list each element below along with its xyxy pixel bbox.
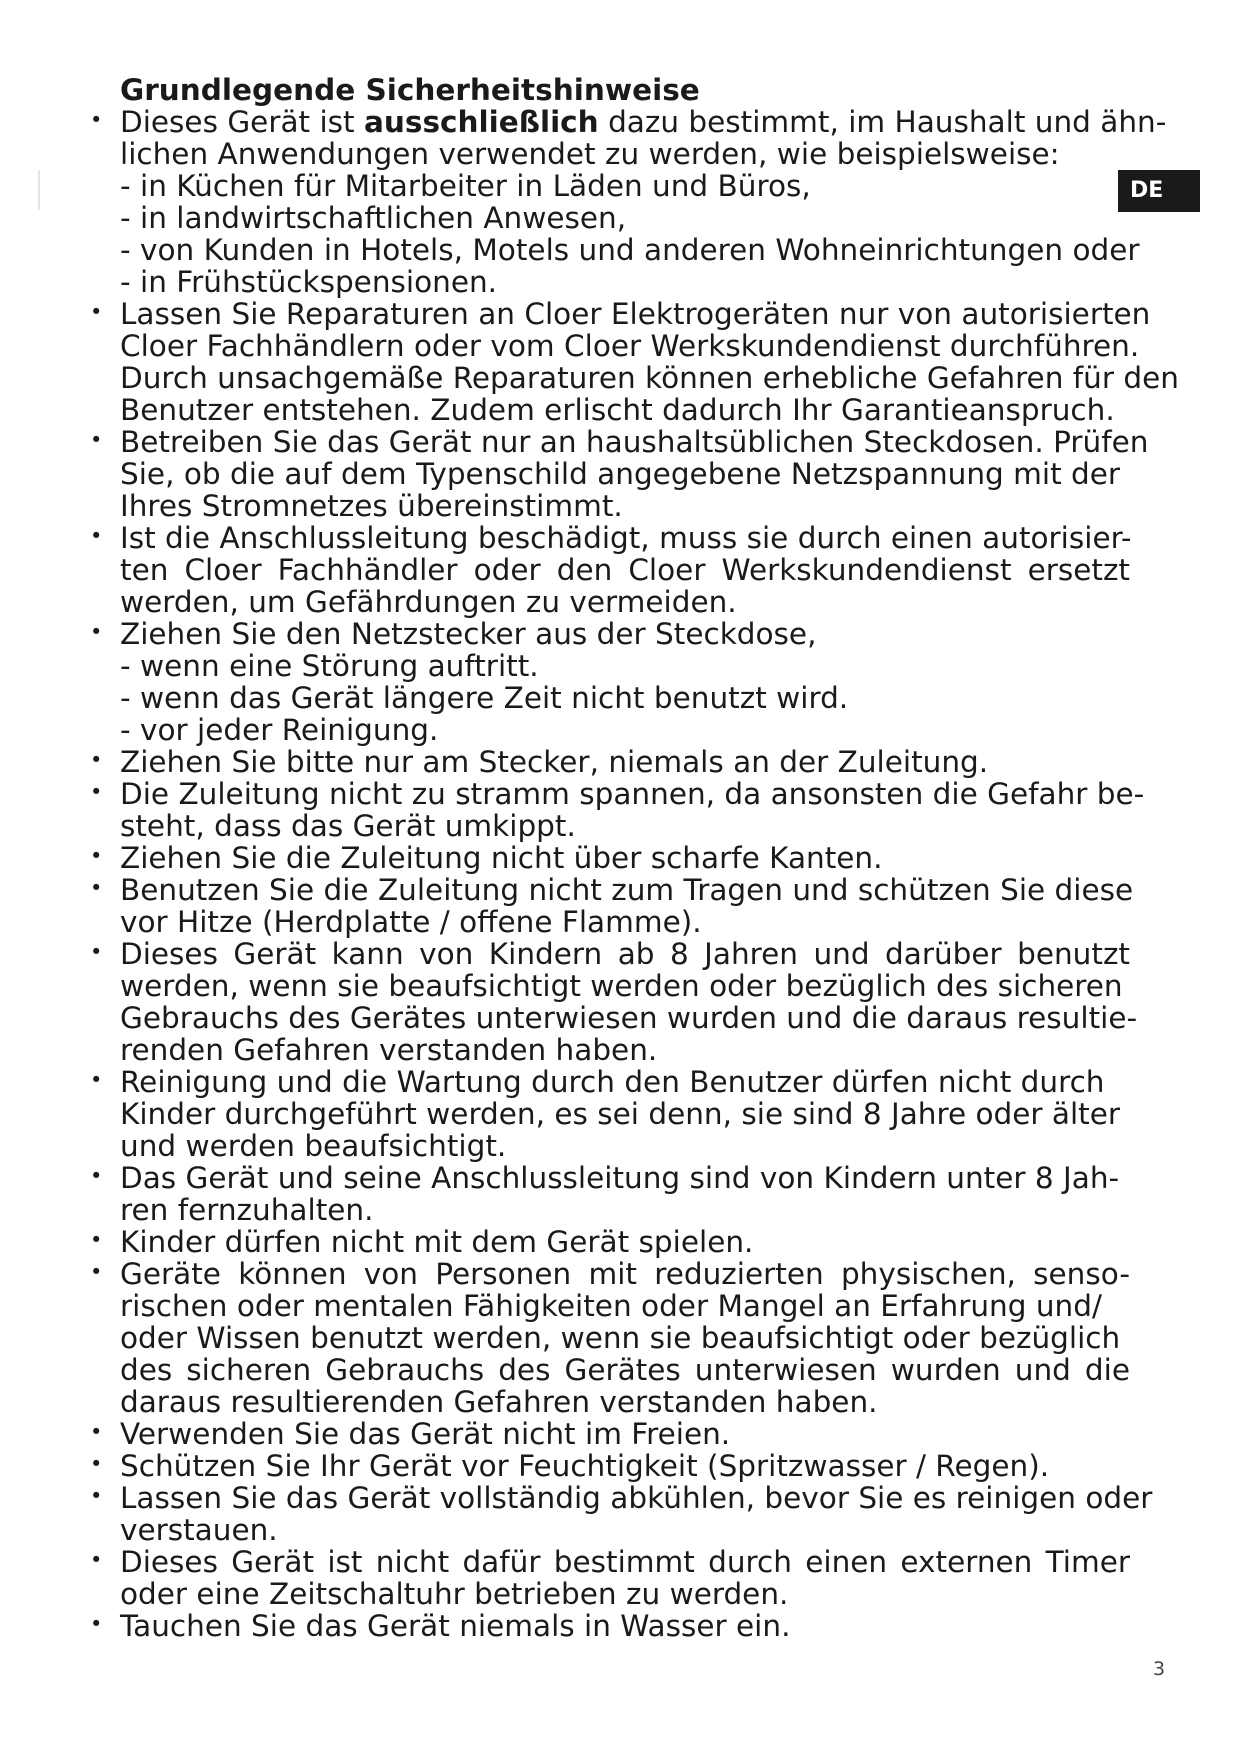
list-item — [120, 1258, 1130, 1418]
text-line: • Das Gerät und seine Anschlussleitung sind von Kindern unter 8 Jah- — [120, 1161, 1120, 1195]
text-line: lichen Anwendungen verwendet zu werden, wie beispielsweise: — [120, 137, 1060, 171]
list-item — [120, 1226, 1130, 1258]
text-line: • Die Zuleitung nicht zu stramm spannen, da ansonsten die Gefahr be- — [120, 777, 1145, 811]
list-item — [120, 1450, 1130, 1482]
list-item — [120, 1481, 1153, 1547]
text-line: • Benutzen Sie die Zuleitung nicht zum Tragen und schützen Sie diese — [120, 873, 1134, 907]
text-line: • Ziehen Sie den Netzstecker aus der Steckdose, — [120, 617, 817, 651]
text-line: steht, dass das Gerät umkippt. — [120, 809, 576, 843]
list-item — [120, 1546, 1130, 1610]
text-line: Sie, ob die auf dem Typenschild angegebene Netzspannung mit der — [120, 457, 1121, 491]
text-span: dazu bestimmt, im Haushalt und ähn- — [598, 105, 1167, 139]
list-item — [120, 1610, 1130, 1642]
text-line: des sicheren Gebrauchs des Gerätes unterwiesen wurden und die — [120, 1353, 1130, 1387]
list-item — [120, 1418, 1130, 1450]
text-line: • Schützen Sie Ihr Gerät vor Feuchtigkeit (Spritzwasser / Regen). — [120, 1449, 1050, 1483]
text-line: oder Wissen benutzt werden, wenn sie beaufsichtigt oder bezüglich — [120, 1321, 1121, 1355]
text-line — [120, 105, 1167, 139]
text-line: vor Hitze (Herdplatte / offene Flamme). — [120, 905, 702, 939]
emphasis-text: ausschließlich — [364, 105, 599, 139]
list-item — [120, 937, 1138, 1067]
list-item — [120, 873, 1134, 939]
section-heading: Grundlegende Sicherheitshinweise — [120, 73, 700, 107]
list-item — [120, 1162, 1130, 1226]
margin-mark — [38, 170, 40, 210]
list-item — [120, 425, 1149, 523]
list-item — [120, 1066, 1130, 1162]
list-item — [120, 842, 1130, 874]
text-line: Benutzer entstehen. Zudem erlischt dadurch Ihr Garantieanspruch. — [120, 393, 1115, 427]
text-line: • Kinder dürfen nicht mit dem Gerät spielen. — [120, 1225, 754, 1259]
text-line: - von Kunden in Hotels, Motels und anderen Wohneinrichtungen oder — [120, 233, 1140, 267]
text-line: - wenn eine Störung auftritt. — [120, 649, 539, 683]
text-line: Gebrauchs des Gerätes unterwiesen wurden und die daraus resultie- — [120, 1001, 1138, 1035]
text-line: • Ist die Anschlussleitung beschädigt, muss sie durch einen autorisier- — [120, 521, 1132, 555]
text-line: • Dieses Gerät kann von Kindern ab 8 Jahren und darüber benutzt — [120, 937, 1130, 971]
text-line: verstauen. — [120, 1513, 278, 1547]
text-line: und werden beaufsichtigt. — [120, 1129, 507, 1163]
text-line: ten Cloer Fachhändler oder den Cloer Werkskundendienst ersetzt — [120, 553, 1130, 587]
text-line: - in Küchen für Mitarbeiter in Läden und Büros, — [120, 169, 811, 203]
list-item — [120, 777, 1145, 843]
text-line: • Dieses Gerät ist nicht dafür bestimmt durch einen externen Timer — [120, 1545, 1130, 1579]
page-number: 3 — [1153, 1658, 1166, 1680]
text-line: • Geräte können von Personen mit reduzierten physischen, senso- — [120, 1257, 1130, 1291]
text-line: rischen oder mentalen Fähigkeiten oder Mangel an Erfahrung und/ — [120, 1289, 1102, 1323]
list-item — [120, 522, 1130, 618]
text-line: Durch unsachgemäße Reparaturen können erhebliche Gefahren für den — [120, 361, 1179, 395]
list-item — [120, 618, 1130, 746]
text-line: • Tauchen Sie das Gerät niemals in Wasser ein. — [120, 1609, 791, 1643]
text-line: Kinder durchgeführt werden, es sei denn, sie sind 8 Jahre oder älter — [120, 1097, 1121, 1131]
text-line: renden Gefahren verstanden haben. — [120, 1033, 658, 1067]
text-line: werden, um Gefährdungen zu vermeiden. — [120, 585, 737, 619]
text-line: • Lassen Sie Reparaturen an Cloer Elektrogeräten nur von autorisierten — [120, 297, 1151, 331]
language-tab: DE — [1118, 170, 1200, 212]
text-line: Ihres Stromnetzes übereinstimmt. — [120, 489, 623, 523]
instruction-list — [120, 105, 1179, 1643]
text-line: - in landwirtschaftlichen Anwesen, — [120, 201, 627, 235]
text-span: Dieses Gerät ist — [120, 105, 364, 139]
text-line: • Ziehen Sie die Zuleitung nicht über scharfe Kanten. — [120, 841, 883, 875]
text-line: • Ziehen Sie bitte nur am Stecker, niemals an der Zuleitung. — [120, 745, 989, 779]
text-line: Cloer Fachhändlern oder vom Cloer Werkskundendienst durchführen. — [120, 329, 1140, 363]
text-line: • Verwenden Sie das Gerät nicht im Freien. — [120, 1417, 731, 1451]
text-line: • Reinigung und die Wartung durch den Benutzer dürfen nicht durch — [120, 1065, 1105, 1099]
list-item — [120, 746, 1130, 778]
text-line: werden, wenn sie beaufsichtigt werden oder bezüglich des sicheren — [120, 969, 1123, 1003]
text-line: - wenn das Gerät längere Zeit nicht benutzt wird. — [120, 681, 849, 715]
text-line: - in Frühstückspensionen. — [120, 265, 498, 299]
list-item — [120, 105, 1167, 299]
text-line: • Betreiben Sie das Gerät nur an haushaltsüblichen Steckdosen. Prüfen — [120, 425, 1149, 459]
text-line: - vor jeder Reinigung. — [120, 713, 439, 747]
text-line: ren fernzuhalten. — [120, 1193, 374, 1227]
list-item — [120, 297, 1179, 427]
text-line: • Lassen Sie das Gerät vollständig abkühlen, bevor Sie es reinigen oder — [120, 1481, 1153, 1515]
text-line: daraus resultierenden Gefahren verstanden haben. — [120, 1385, 878, 1419]
text-line: oder eine Zeitschaltuhr betrieben zu werden. — [120, 1577, 789, 1611]
safety-instructions — [120, 73, 1179, 1643]
